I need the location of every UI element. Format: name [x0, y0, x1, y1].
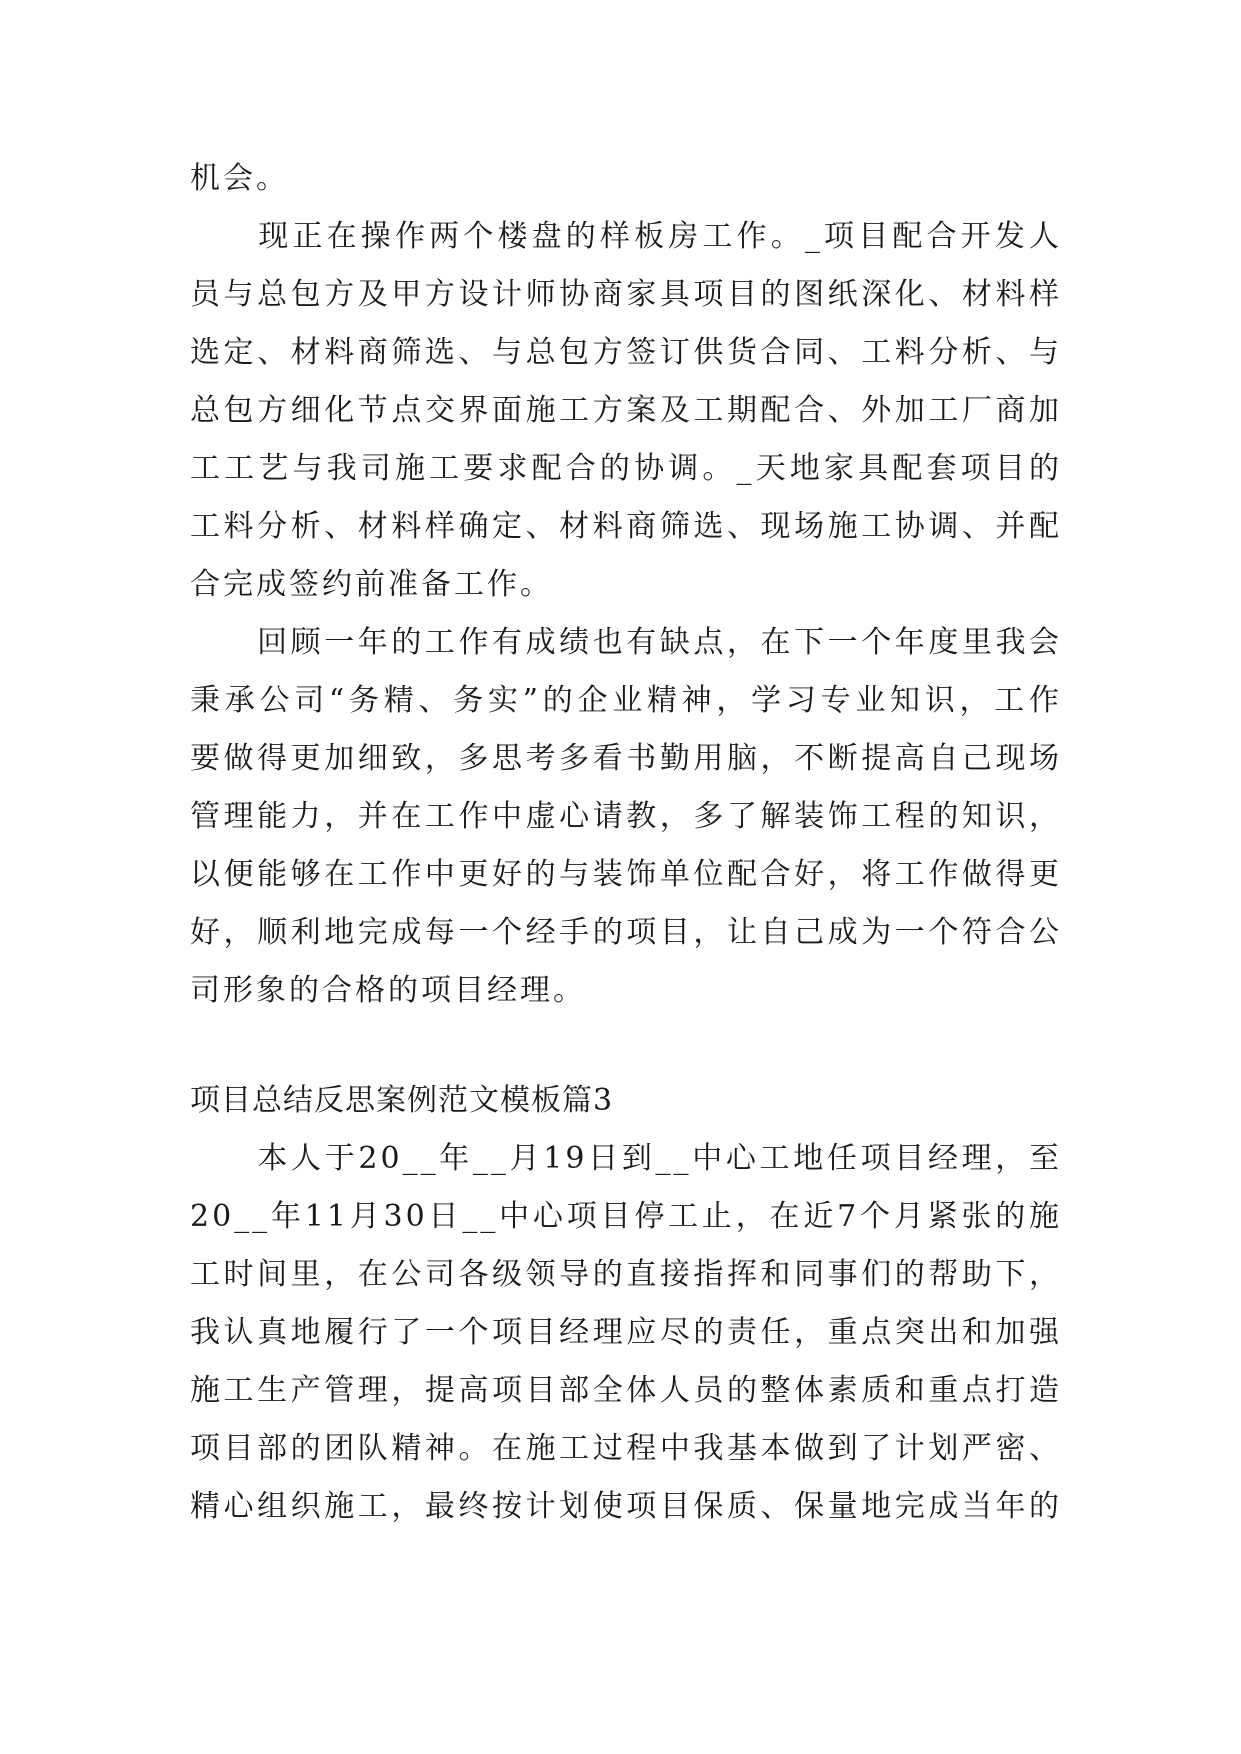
paragraph-line: 以便能够在工作中更好的与装饰单位配合好，将工作做得更	[190, 857, 1062, 892]
paragraph-line: 秉承公司“务精、务实”的企业精神，学习专业知识，工作	[190, 683, 1062, 718]
document-body	[190, 150, 1062, 1536]
paragraph-line: 要做得更加细致，多思考多看书勤用脑，不断提高自己现场	[190, 741, 1062, 776]
section-gap	[190, 1020, 1062, 1072]
paragraph-line: 好，顺利地完成每一个经手的项目，让自己成为一个符合公	[190, 915, 1062, 950]
paragraph-line: 合完成签约前准备工作。	[190, 567, 553, 602]
paragraph-line: 本人于20__年__月19日到__中心工地任项目经理，至	[190, 1141, 1062, 1176]
paragraph-line: 我认真地履行了一个项目经理应尽的责任，重点突出和加强	[190, 1315, 1062, 1350]
paragraph-line: 现正在操作两个楼盘的样板房工作。_项目配合开发人	[190, 219, 1062, 254]
paragraph-line: 总包方细化节点交界面施工方案及工期配合、外加工厂商加	[190, 393, 1062, 428]
paragraph-line: 项目部的团队精神。在施工过程中我基本做到了计划严密、	[190, 1431, 1062, 1466]
paragraph-line: 机会。	[190, 161, 289, 196]
paragraph-line: 工时间里，在公司各级领导的直接指挥和同事们的帮助下，	[190, 1257, 1062, 1292]
paragraph-line: 管理能力，并在工作中虚心请教，多了解装饰工程的知识，	[190, 799, 1062, 834]
section-heading: 项目总结反思案例范文模板篇3	[190, 1083, 614, 1118]
paragraph-line: 司形象的合格的项目经理。	[190, 973, 586, 1008]
paragraph-line: 选定、材料商筛选、与总包方签订供货合同、工料分析、与	[190, 335, 1062, 370]
paragraph-line: 施工生产管理，提高项目部全体人员的整体素质和重点打造	[190, 1373, 1062, 1408]
paragraph-line: 精心组织施工，最终按计划使项目保质、保量地完成当年的	[190, 1489, 1062, 1524]
paragraph-line: 回顾一年的工作有成绩也有缺点，在下一个年度里我会	[190, 625, 1062, 660]
paragraph-line: 工工艺与我司施工要求配合的协调。_天地家具配套项目的	[190, 451, 1062, 486]
paragraph-line: 工料分析、材料样确定、材料商筛选、现场施工协调、并配	[190, 509, 1062, 544]
paragraph-line: 员与总包方及甲方设计师协商家具项目的图纸深化、材料样	[190, 277, 1062, 312]
paragraph-line: 20__年11月30日__中心项目停工止，在近7个月紧张的施	[190, 1199, 1062, 1234]
